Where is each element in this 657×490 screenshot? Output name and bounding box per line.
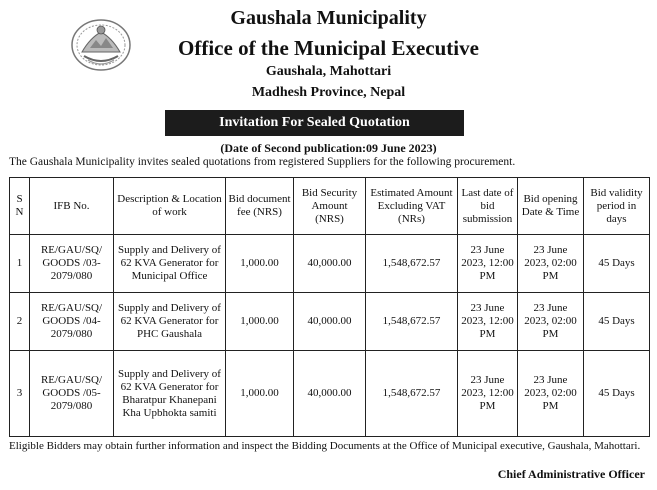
- procurement-table: [9, 177, 650, 437]
- cell-ifb: RE/GAU/SQ/ GOODS /05-2079/080: [30, 351, 114, 437]
- province-line: Madhesh Province, Nepal: [251, 85, 406, 100]
- cell-sn: 2: [10, 293, 30, 351]
- cell-ifb: RE/GAU/SQ/ GOODS /03-2079/080: [30, 235, 114, 293]
- cell-fee: 1,000.00: [226, 235, 294, 293]
- cell-security: 40,000.00: [294, 293, 366, 351]
- cell-ifb: RE/GAU/SQ/ GOODS /04-2079/080: [30, 293, 114, 351]
- cell-estimate: 1,548,672.57: [366, 235, 458, 293]
- office-name: Office of the Municipal Executive: [178, 36, 479, 60]
- cell-validity: 45 Days: [584, 235, 650, 293]
- header-last-date: Last date of bid submission: [458, 178, 518, 235]
- cell-description: Supply and Delivery of 62 KVA Generator for PHC Gaushala: [114, 293, 226, 351]
- header-validity: Bid validity period in days: [584, 178, 650, 235]
- header-opening: Bid opening Date & Time: [518, 178, 584, 235]
- cell-description: Supply and Delivery of 62 KVA Generator for Municipal Office: [114, 235, 226, 293]
- cell-sn: 1: [10, 235, 30, 293]
- cell-security: 40,000.00: [294, 235, 366, 293]
- publication-date: (Date of Second publication:09 June 2023): [220, 141, 437, 155]
- cell-opening: 23 June 2023, 02:00 PM: [518, 235, 584, 293]
- cell-last-date: 23 June 2023, 12:00 PM: [458, 235, 518, 293]
- table-row: [10, 293, 650, 351]
- cell-estimate: 1,548,672.57: [366, 351, 458, 437]
- cell-fee: 1,000.00: [226, 351, 294, 437]
- table-row: [10, 351, 650, 437]
- cell-security: 40,000.00: [294, 351, 366, 437]
- cell-sn: 3: [10, 351, 30, 437]
- cell-last-date: 23 June 2023, 12:00 PM: [458, 351, 518, 437]
- cell-validity: 45 Days: [584, 293, 650, 351]
- signatory: Chief Administrative Officer: [497, 467, 645, 481]
- header-security: Bid Security Amount (NRS): [294, 178, 366, 235]
- intro-text: The Gaushala Municipality invites sealed quotations from registered Suppliers for the following procurement.: [9, 156, 516, 168]
- header-sn: S N: [10, 178, 30, 235]
- cell-last-date: 23 June 2023, 12:00 PM: [458, 293, 518, 351]
- header-description: Description & Location of work: [114, 178, 226, 235]
- header-fee: Bid document fee (NRS): [226, 178, 294, 235]
- cell-opening: 23 June 2023, 02:00 PM: [518, 351, 584, 437]
- footer-note: Eligible Bidders may obtain further information and inspect the Bidding Documents at the Office of Municipal executive, Gaushala, Mahottari.: [9, 440, 641, 452]
- cell-opening: 23 June 2023, 02:00 PM: [518, 293, 584, 351]
- location-line: Gaushala, Mahottari: [265, 64, 392, 79]
- table-header-row: [10, 178, 650, 235]
- municipality-name: Gaushala Municipality: [230, 7, 427, 29]
- cell-validity: 45 Days: [584, 351, 650, 437]
- cell-estimate: 1,548,672.57: [366, 293, 458, 351]
- cell-description: Supply and Delivery of 62 KVA Generator for Bharatpur Khanepani Kha Upbhokta samiti: [114, 351, 226, 437]
- header-estimate: Estimated Amount Excluding VAT (NRs): [366, 178, 458, 235]
- notice-banner: Invitation For Sealed Quotation: [165, 110, 464, 136]
- table-row: [10, 235, 650, 293]
- cell-fee: 1,000.00: [226, 293, 294, 351]
- header-ifb: IFB No.: [30, 178, 114, 235]
